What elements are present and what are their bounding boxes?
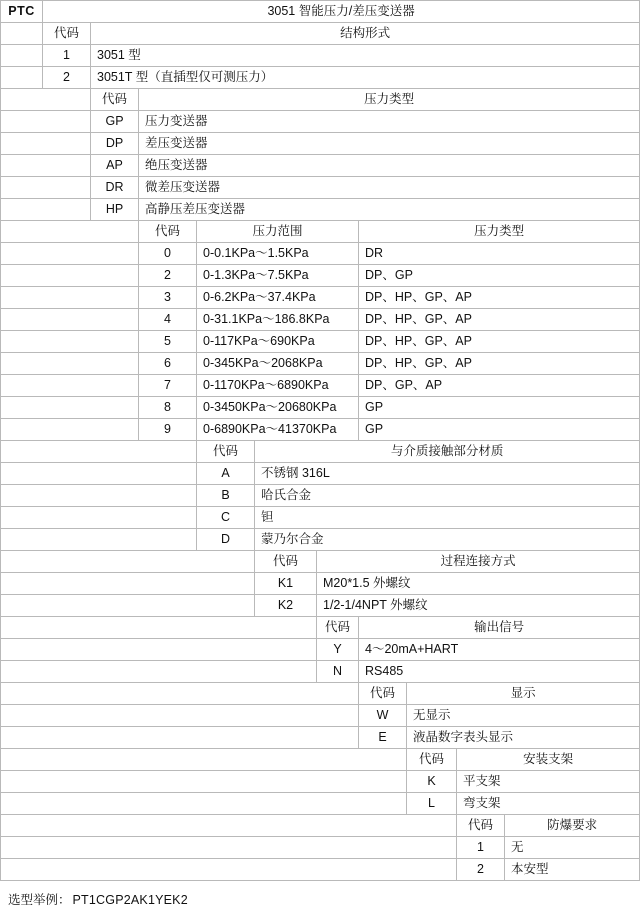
spacer: [1, 837, 457, 859]
spacer: [1, 221, 139, 243]
pressure-range-code-2: 2: [139, 265, 197, 287]
spacer: [1, 749, 407, 771]
structure-code-2: 2: [43, 67, 91, 89]
process-connection-code-k1: K1: [255, 573, 317, 595]
selection-example-label: 选型举例：: [8, 893, 71, 907]
output-signal-value-n: RS485: [359, 661, 640, 683]
mounting-bracket-value-header: 安装支架: [457, 749, 640, 771]
pressure-type-value-header: 压力类型: [139, 89, 640, 111]
table-row: [1, 639, 640, 661]
table-row: [1, 529, 640, 551]
pressure-range-extra-2: DP、GP: [359, 265, 640, 287]
pressure-range-value-4: 0-31.1KPa～186.8KPa: [197, 309, 359, 331]
spacer: [1, 441, 197, 463]
spacer: [1, 705, 359, 727]
pressure-range-extra-7: DP、GP、AP: [359, 375, 640, 397]
pressure-range-value-3: 0-6.2KPa～37.4KPa: [197, 287, 359, 309]
spacer: [1, 529, 197, 551]
process-connection-value-header: 过程连接方式: [317, 551, 640, 573]
table-row: [1, 485, 640, 507]
table-row: [1, 309, 640, 331]
mounting-bracket-code-k: K: [407, 771, 457, 793]
selection-example-value: PT1CGP2AK1YEK2: [72, 893, 188, 907]
pressure-range-code-5: 5: [139, 331, 197, 353]
pressure-range-code-3: 3: [139, 287, 197, 309]
process-connection-header-row: [1, 551, 640, 573]
corner-tag: PTC: [1, 1, 43, 23]
structure-header-row: [1, 23, 640, 45]
mounting-bracket-value-k: 平支架: [457, 771, 640, 793]
wetted-material-code-header: 代码: [197, 441, 255, 463]
explosion-proof-code-1: 1: [457, 837, 505, 859]
spacer: [1, 793, 407, 815]
wetted-material-value-c: 钽: [255, 507, 640, 529]
title-row: [1, 1, 640, 23]
spacer: [1, 375, 139, 397]
mounting-bracket-header-row: [1, 749, 640, 771]
table-row: [1, 419, 640, 441]
spacer: [1, 265, 139, 287]
pressure-type-value-dr: 微差压变送器: [139, 177, 640, 199]
pressure-type-code-dp: DP: [91, 133, 139, 155]
output-signal-code-n: N: [317, 661, 359, 683]
table-row: [1, 859, 640, 881]
wetted-material-code-a: A: [197, 463, 255, 485]
spacer: [1, 155, 91, 177]
table-row: [1, 837, 640, 859]
spacer: [1, 683, 359, 705]
explosion-proof-code-header: 代码: [457, 815, 505, 837]
pressure-range-value-5: 0-117KPa～690KPa: [197, 331, 359, 353]
display-code-e: E: [359, 727, 407, 749]
spacer: [1, 331, 139, 353]
table-row: [1, 507, 640, 529]
spacer: [1, 485, 197, 507]
spacer: [1, 309, 139, 331]
table-row: [1, 243, 640, 265]
pressure-type-value-hp: 高静压差压变送器: [139, 199, 640, 221]
wetted-material-value-header: 与介质接触部分材质: [255, 441, 640, 463]
pressure-range-code-9: 9: [139, 419, 197, 441]
pressure-range-code-0: 0: [139, 243, 197, 265]
pressure-type-value-dp: 差压变送器: [139, 133, 640, 155]
pressure-range-extra-4: DP、HP、GP、AP: [359, 309, 640, 331]
structure-value-header: 结构形式: [91, 23, 640, 45]
process-connection-code-header: 代码: [255, 551, 317, 573]
pressure-type-code-ap: AP: [91, 155, 139, 177]
wetted-material-code-c: C: [197, 507, 255, 529]
selection-example: [8, 890, 640, 908]
spacer: [1, 199, 91, 221]
spacer: [1, 45, 43, 67]
spacer: [1, 573, 255, 595]
output-signal-value-header: 输出信号: [359, 617, 640, 639]
process-connection-value-k2: 1/2-1/4NPT 外螺纹: [317, 595, 640, 617]
wetted-material-header-row: [1, 441, 640, 463]
table-row: [1, 199, 640, 221]
wetted-material-code-b: B: [197, 485, 255, 507]
display-value-w: 无显示: [407, 705, 640, 727]
display-header-row: [1, 683, 640, 705]
spacer: [1, 243, 139, 265]
table-row: [1, 463, 640, 485]
page-title: 3051 智能压力/差压变送器: [43, 1, 640, 23]
table-row: [1, 177, 640, 199]
table-row: [1, 705, 640, 727]
explosion-proof-value-1: 无: [505, 837, 640, 859]
spacer: [1, 617, 317, 639]
pressure-range-value-0: 0-0.1KPa～1.5KPa: [197, 243, 359, 265]
pressure-range-extra-8: GP: [359, 397, 640, 419]
table-row: [1, 397, 640, 419]
pressure-range-extra-0: DR: [359, 243, 640, 265]
pressure-range-code-4: 4: [139, 309, 197, 331]
process-connection-value-k1: M20*1.5 外螺纹: [317, 573, 640, 595]
pressure-range-code-8: 8: [139, 397, 197, 419]
pressure-type-code-header: 代码: [91, 89, 139, 111]
pressure-range-header-row: [1, 221, 640, 243]
table-row: [1, 111, 640, 133]
mounting-bracket-code-l: L: [407, 793, 457, 815]
spacer: [1, 23, 43, 45]
table-row: [1, 331, 640, 353]
spacer: [1, 419, 139, 441]
spacer: [1, 397, 139, 419]
spacer: [1, 67, 43, 89]
wetted-material-value-b: 哈氏合金: [255, 485, 640, 507]
structure-code-1: 1: [43, 45, 91, 67]
spacer: [1, 815, 457, 837]
pressure-range-value-header: 压力范围: [197, 221, 359, 243]
pressure-range-value-6: 0-345KPa～2068KPa: [197, 353, 359, 375]
table-row: [1, 661, 640, 683]
spacer: [1, 859, 457, 881]
mounting-bracket-code-header: 代码: [407, 749, 457, 771]
output-signal-value-y: 4～20mA+HART: [359, 639, 640, 661]
spacer: [1, 287, 139, 309]
pressure-range-value-8: 0-3450KPa～20680KPa: [197, 397, 359, 419]
table-row: [1, 133, 640, 155]
table-row: [1, 375, 640, 397]
pressure-type-value-ap: 绝压变送器: [139, 155, 640, 177]
pressure-range-code-6: 6: [139, 353, 197, 375]
table-row: [1, 287, 640, 309]
output-signal-header-row: [1, 617, 640, 639]
spacer: [1, 551, 255, 573]
pressure-range-extra-header: 压力类型: [359, 221, 640, 243]
output-signal-code-header: 代码: [317, 617, 359, 639]
spacer: [1, 595, 255, 617]
spacer: [1, 89, 91, 111]
pressure-range-value-2: 0-1.3KPa～7.5KPa: [197, 265, 359, 287]
table-row: [1, 353, 640, 375]
explosion-proof-value-header: 防爆要求: [505, 815, 640, 837]
pressure-type-header-row: [1, 89, 640, 111]
table-row: [1, 67, 640, 89]
spacer: [1, 771, 407, 793]
table-row: [1, 595, 640, 617]
pressure-range-value-7: 0-1170KPa～6890KPa: [197, 375, 359, 397]
table-row: [1, 155, 640, 177]
spacer: [1, 727, 359, 749]
pressure-type-value-gp: 压力变送器: [139, 111, 640, 133]
pressure-type-code-hp: HP: [91, 199, 139, 221]
spacer: [1, 177, 91, 199]
pressure-range-extra-5: DP、HP、GP、AP: [359, 331, 640, 353]
spacer: [1, 507, 197, 529]
wetted-material-code-d: D: [197, 529, 255, 551]
spacer: [1, 661, 317, 683]
table-row: [1, 265, 640, 287]
mounting-bracket-value-l: 弯支架: [457, 793, 640, 815]
spacer: [1, 639, 317, 661]
wetted-material-value-d: 蒙乃尔合金: [255, 529, 640, 551]
spacer: [1, 111, 91, 133]
display-value-header: 显示: [407, 683, 640, 705]
output-signal-code-y: Y: [317, 639, 359, 661]
pressure-type-code-dr: DR: [91, 177, 139, 199]
spacer: [1, 353, 139, 375]
pressure-range-extra-6: DP、HP、GP、AP: [359, 353, 640, 375]
pressure-range-code-7: 7: [139, 375, 197, 397]
explosion-proof-header-row: [1, 815, 640, 837]
explosion-proof-code-2: 2: [457, 859, 505, 881]
display-code-header: 代码: [359, 683, 407, 705]
explosion-proof-value-2: 本安型: [505, 859, 640, 881]
table-row: [1, 45, 640, 67]
process-connection-code-k2: K2: [255, 595, 317, 617]
structure-value-1: 3051 型: [91, 45, 640, 67]
structure-code-header: 代码: [43, 23, 91, 45]
wetted-material-value-a: 不锈钢 316L: [255, 463, 640, 485]
pressure-range-value-9: 0-6890KPa～41370KPa: [197, 419, 359, 441]
pressure-range-extra-3: DP、HP、GP、AP: [359, 287, 640, 309]
table-row: [1, 793, 640, 815]
table-row: [1, 727, 640, 749]
table-row: [1, 771, 640, 793]
spacer: [1, 463, 197, 485]
structure-value-2: 3051T 型（直插型仅可测压力）: [91, 67, 640, 89]
pressure-range-extra-9: GP: [359, 419, 640, 441]
spacer: [1, 133, 91, 155]
pressure-range-code-header: 代码: [139, 221, 197, 243]
display-code-w: W: [359, 705, 407, 727]
display-value-e: 液晶数字表头显示: [407, 727, 640, 749]
pressure-type-code-gp: GP: [91, 111, 139, 133]
table-row: [1, 573, 640, 595]
